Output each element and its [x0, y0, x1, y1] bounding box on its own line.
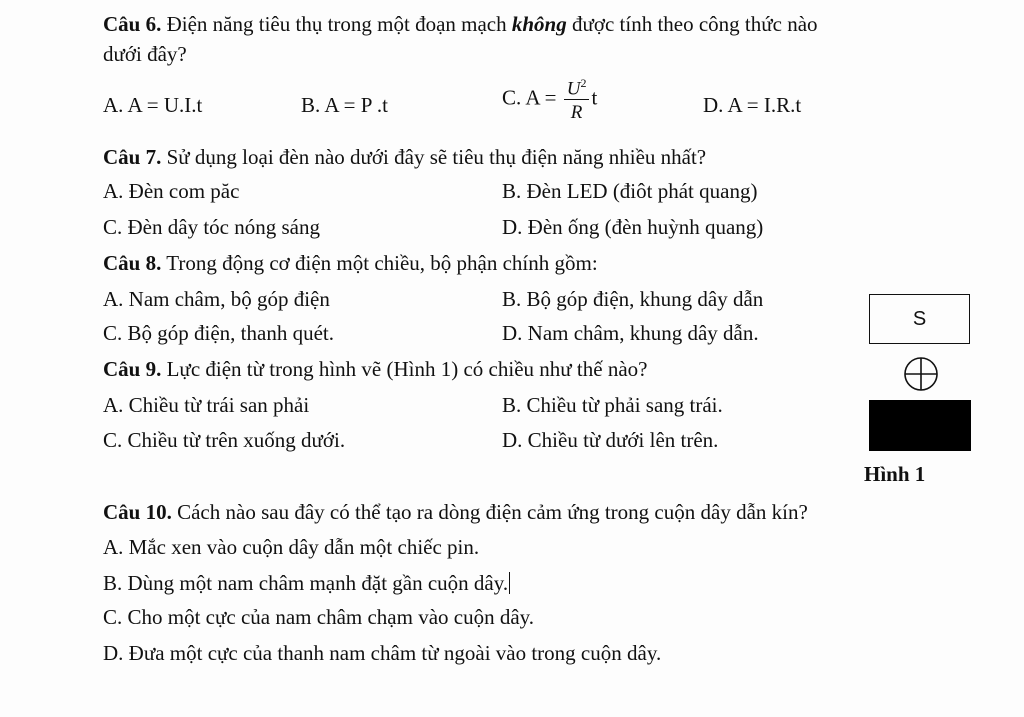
magnet-south-pole [869, 294, 970, 344]
q9-option-a: A. Chiều từ trái san phải [103, 393, 310, 417]
q8-text: Trong động cơ điện một chiều, bộ phận chính gồm: [161, 251, 598, 275]
q10-option-b-line[interactable] [103, 572, 510, 594]
q8-option-c: C. Bộ góp điện, thanh quét. [103, 321, 334, 345]
q6-fraction-numerator: U [566, 78, 581, 100]
q7-option-d: D. Đèn ống (đèn huỳnh quang) [502, 215, 764, 239]
q8-stem [103, 253, 598, 274]
q9-option-c: C. Chiều từ trên xuống dưới. [103, 428, 346, 452]
q6-label: Câu 6. [103, 12, 162, 36]
q6-fraction-exponent: 2 [580, 76, 587, 90]
q6-text-1: Điện năng tiêu thụ trong một đoạn mạch [161, 12, 512, 36]
q9-label: Câu 9. [103, 357, 162, 381]
magnet-south-pole-label: S [912, 308, 927, 330]
q9-option-b: B. Chiều từ phải sang trái. [502, 393, 723, 417]
q7-label: Câu 7. [103, 145, 162, 169]
q7-option-c: C. Đèn dây tóc nóng sáng [103, 215, 320, 239]
q7-stem [103, 147, 706, 168]
q10-option-c: C. Cho một cực của nam châm chạm vào cuộn dây. [103, 605, 535, 629]
q6-option-d: D. A = I.R.t [703, 93, 802, 117]
q7-text: Sử dụng loại đèn nào dưới đây sẽ tiêu thụ điện năng nhiều nhất? [161, 145, 707, 169]
magnet-north-pole [869, 400, 971, 451]
q10-option-b: B. Dùng một nam châm mạnh đặt gần cuộn dây. [103, 571, 509, 595]
q6-option-c-prefix: C. A = [502, 85, 562, 110]
q7-option-a: A. Đèn com păc [103, 179, 240, 203]
figure-caption: Hình 1 [864, 462, 926, 486]
q6-option-a: A. A = U.I.t [103, 93, 203, 117]
q6-option-c [502, 77, 597, 122]
q10-label: Câu 10. [103, 500, 172, 524]
q8-option-b: B. Bộ góp điện, khung dây dẫn [502, 287, 764, 311]
q10-text: Cách nào sau đây có thể tạo ra dòng điện cảm ứng trong cuộn dây dẫn kín? [171, 500, 808, 524]
q6-stem-line2: dưới đây? [103, 42, 187, 66]
q6-stem [103, 14, 818, 35]
q9-text: Lực điện từ trong hình vẽ (Hình 1) có chiều như thế nào? [161, 357, 648, 381]
q10-stem [103, 502, 808, 523]
q6-text-2: được tính theo công thức nào [566, 12, 818, 36]
q10-option-a: A. Mắc xen vào cuộn dây dẫn một chiếc pin. [103, 535, 480, 559]
q6-fraction-denominator: R [570, 102, 583, 124]
q8-option-d: D. Nam châm, khung dây dẫn. [502, 321, 759, 345]
q6-option-c-suffix: t [591, 85, 598, 110]
q9-option-d: D. Chiều từ dưới lên trên. [502, 428, 719, 452]
q10-option-d: D. Đưa một cực của thanh nam châm từ ngoài vào trong cuộn dây. [103, 641, 662, 665]
q6-fraction [564, 77, 590, 122]
q9-stem [103, 359, 647, 380]
q7-option-b: B. Đèn LED (điôt phát quang) [502, 179, 758, 203]
q8-option-a: A. Nam châm, bộ góp điện [103, 287, 330, 311]
current-into-page-icon [903, 356, 939, 392]
q8-label: Câu 8. [103, 251, 162, 275]
q6-emphasis: không [511, 12, 567, 36]
q6-option-b: B. A = P .t [301, 93, 388, 117]
text-cursor [509, 572, 510, 594]
